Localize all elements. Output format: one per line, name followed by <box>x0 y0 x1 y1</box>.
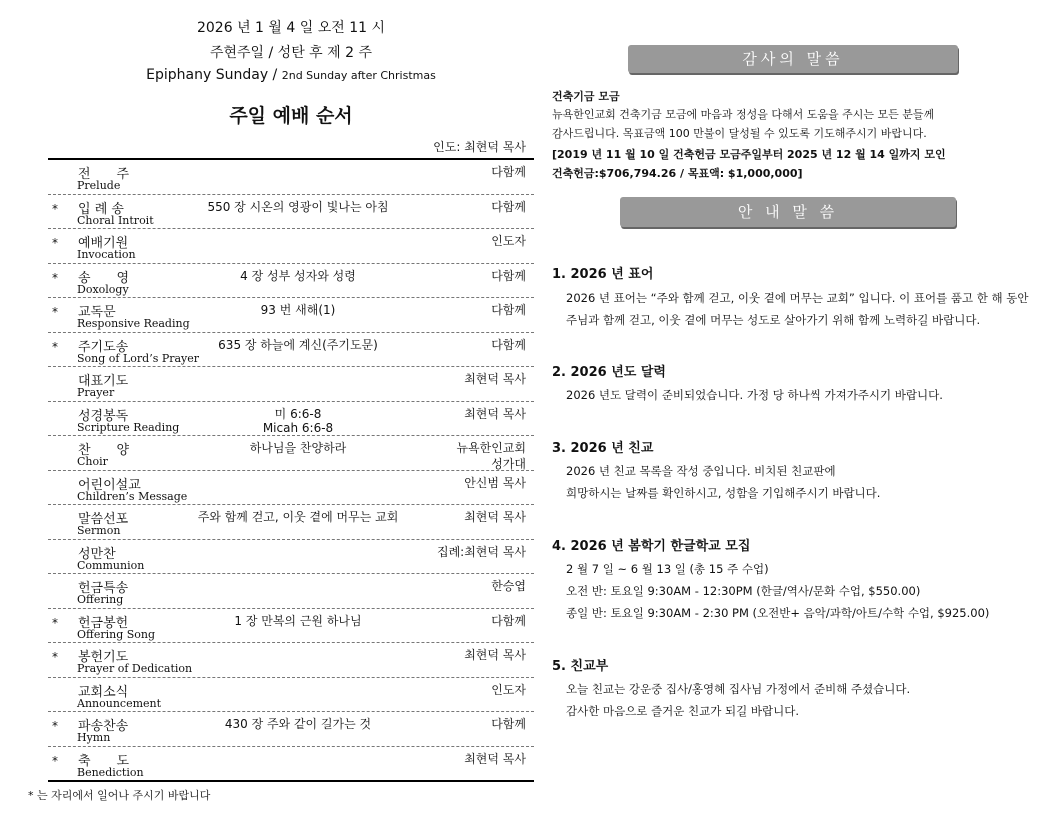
item-name-ko: 교회소식 <box>78 684 129 700</box>
item-leader: 인도자 <box>491 682 526 697</box>
notice-line: 2026 년도 달력이 준비되었습니다. 가정 당 하나씩 가져가주시기 바랍니다. <box>566 388 943 402</box>
order-row <box>48 436 534 471</box>
item-leader: 다함께 <box>491 303 526 317</box>
page-title: 주일 예배 순서 <box>229 105 353 127</box>
star-marker: * <box>52 270 58 285</box>
service-date: 2026 년 1 월 4 일 오전 11 시 <box>196 20 385 36</box>
item-leader: 다함께 <box>491 165 526 179</box>
item-name-en: Prayer <box>77 386 115 399</box>
thanks-heading: 건축기금 모금 <box>552 90 620 103</box>
star-marker: * <box>52 236 58 250</box>
item-name-en: Offering Song <box>77 627 156 641</box>
item-name-en: Benediction <box>77 765 144 779</box>
item-leader: 집례:최현덕 목사 <box>436 544 526 559</box>
item-name-ko: 송 영 <box>78 270 130 286</box>
item-name-ko: 봉헌기도 <box>78 650 129 665</box>
item-name-ko: 헌금봉헌 <box>78 615 129 631</box>
season-en-main: Epiphany Sunday / <box>146 67 282 83</box>
star-marker: * <box>52 305 58 319</box>
item-detail: 93 번 새해(1) <box>260 303 336 317</box>
item-leader: 최현덕 목사 <box>464 372 526 386</box>
liturgical-season: 주현주일 / 성탄 후 제 2 주 <box>209 45 373 61</box>
order-row <box>48 229 534 264</box>
order-row <box>48 298 534 333</box>
thanks-line: 건축헌금:$706,794.26 / 목표액: $1,000,000] <box>552 167 803 180</box>
liturgical-season-en <box>48 67 534 83</box>
item-name-en: Hymn <box>77 731 111 744</box>
item-name-ko: 전 주 <box>78 167 130 182</box>
star-marker: * <box>52 615 58 630</box>
presider: 인도: 최현덕 목사 <box>433 140 526 154</box>
item-name-ko: 대표기도 <box>78 374 129 389</box>
item-detail: 4 장 성부 성자와 성령 <box>240 268 356 283</box>
star-marker: * <box>52 201 58 216</box>
item-name-en: Responsive Reading <box>77 317 190 330</box>
notice-line: 2026 년 친교 목록을 작성 중입니다. 비치된 친교판에 <box>566 464 836 478</box>
item-name-ko: 성경봉독 <box>78 408 129 424</box>
item-leader: 다함께 <box>491 613 526 628</box>
notice-title: 2. 2026 년도 달력 <box>552 365 666 380</box>
notice-title: 3. 2026 년 친교 <box>552 441 654 456</box>
item-leader: 최현덕 목사 <box>464 751 526 766</box>
order-row <box>48 643 534 678</box>
notice-line: 희망하시는 날짜를 확인하시고, 성함을 기입해주시기 바랍니다. <box>566 486 881 500</box>
notice-line: 오늘 친교는 강운중 집사/홍영혜 집사님 가정에서 준비해 주셨습니다. <box>566 682 911 696</box>
item-leader: 다함께 <box>491 268 526 283</box>
notice-title: 1. 2026 년 표어 <box>552 267 654 282</box>
item-name-ko: 교독문 <box>78 305 116 320</box>
order-row <box>48 678 534 713</box>
order-row <box>48 712 534 747</box>
item-detail: 1 장 만복의 근원 하나님 <box>234 613 362 628</box>
footnote: * 는 자리에서 일어나 주시기 바랍니다 <box>28 789 211 802</box>
order-row <box>48 505 534 540</box>
notice-line: 2026 년 표어는 “주와 함께 걷고, 이웃 곁에 머무는 교회” 입니다. 이 표어를 품고 한 해 동안 <box>566 291 1029 305</box>
item-detail: 635 장 하늘에 계신(주기도문) <box>218 337 378 352</box>
item-leader: 인도자 <box>491 234 526 248</box>
item-leader: 최현덕 목사 <box>464 406 526 421</box>
order-list <box>48 160 534 782</box>
item-detail: 하나님을 찬양하라 <box>249 441 347 455</box>
item-name-en: Prayer of Dedication <box>77 662 193 675</box>
item-name-en: Doxology <box>77 282 129 296</box>
order-row <box>48 333 534 368</box>
notice-line: 2 월 7 일 ~ 6 월 13 일 (총 15 주 수업) <box>566 562 769 576</box>
item-leader: 다함께 <box>491 337 526 352</box>
thanks-line: 감사드립니다. 목표금액 100 만불이 달성될 수 있도록 기도해주시기 바랍니다. <box>552 127 927 140</box>
notices-banner: 안 내 말 씀 <box>620 197 956 227</box>
item-leader: 안신범 목사 <box>464 475 526 490</box>
notice-line: 종일 반: 토요일 9:30AM - 2:30 PM (오전반+ 음악/과학/아트/수학 수업, $925.00) <box>566 606 990 620</box>
item-leader: 한승엽 <box>491 579 526 593</box>
item-name-en: Song of Lord’s Prayer <box>77 351 200 365</box>
item-name-en: Scripture Reading <box>77 420 180 434</box>
notice-title: 5. 친교부 <box>552 659 609 674</box>
item-name-en: Communion <box>77 558 145 572</box>
item-detail-2: Micah 6:6-8 <box>262 420 334 435</box>
notice-line: 감사한 마음으로 즐거운 친교가 되길 바랍니다. <box>566 704 800 718</box>
order-row <box>48 574 534 609</box>
item-name-ko: 어린이설교 <box>78 477 141 493</box>
item-name-en: Offering <box>77 593 124 606</box>
item-leader: 다함께 <box>491 199 526 214</box>
item-detail: 550 장 시온의 영광이 빛나는 아침 <box>207 199 389 214</box>
item-leader-2: 성가대 <box>491 457 526 471</box>
order-row <box>48 609 534 644</box>
item-name-en: Choral Introit <box>77 213 154 227</box>
season-en-small: 2nd Sunday after Christmas <box>281 69 436 82</box>
order-row <box>48 195 534 230</box>
item-name-ko: 찬 양 <box>78 443 130 458</box>
order-row <box>48 471 534 506</box>
order-row <box>48 747 534 783</box>
notice-line: 주님과 함께 걷고, 이웃 곁에 머무는 성도로 살아가기 위해 함께 노력하길 바랍니다. <box>566 313 981 327</box>
star-marker: * <box>52 339 58 354</box>
item-name-ko: 성만찬 <box>78 546 116 562</box>
order-row <box>48 160 534 195</box>
item-name-en: Prelude <box>77 179 121 192</box>
item-name-en: Invocation <box>77 248 136 261</box>
item-leader: 최현덕 목사 <box>464 510 526 524</box>
item-detail: 주와 함께 걷고, 이웃 곁에 머무는 교회 <box>197 510 399 524</box>
item-name-ko: 헌금특송 <box>78 581 129 596</box>
item-name-en: Announcement <box>77 696 162 710</box>
item-name-ko: 말씀선포 <box>78 512 129 527</box>
item-leader: 다함께 <box>491 717 526 731</box>
item-leader: 뉴욕한인교회 <box>456 441 526 455</box>
item-name-ko: 입 례 송 <box>78 201 124 217</box>
order-row <box>48 367 534 402</box>
star-marker: * <box>52 650 58 664</box>
order-row <box>48 402 534 437</box>
notice-line: 오전 반: 토요일 9:30AM - 12:30PM (한글/역사/문화 수업, $550.00) <box>566 584 921 598</box>
star-marker: * <box>52 719 58 733</box>
thanks-line: 뉴욕한인교회 건축기금 모금에 마음과 정성을 다해서 도움을 주시는 모든 분들께 <box>552 108 935 121</box>
notice-title: 4. 2026 년 봄학기 한글학교 모집 <box>552 539 751 554</box>
item-detail: 430 장 주와 같이 길가는 것 <box>224 717 372 731</box>
order-row <box>48 540 534 575</box>
item-detail: 미 6:6-8 <box>274 406 322 421</box>
item-name-en: Children’s Message <box>77 489 188 503</box>
item-name-en: Sermon <box>77 524 121 537</box>
item-name-en: Choir <box>77 455 108 468</box>
order-row <box>48 264 534 299</box>
item-leader: 최현덕 목사 <box>464 648 526 662</box>
item-name-ko: 주기도송 <box>78 339 129 355</box>
item-name-ko: 축 도 <box>78 753 130 769</box>
star-marker: * <box>52 753 58 768</box>
item-name-ko: 예배기원 <box>78 236 129 251</box>
thanks-line: [2019 년 11 월 10 일 건축헌금 모금주일부터 2025 년 12 월 14 일까지 모인 <box>552 148 946 161</box>
thanks-banner: 감사의 말씀 <box>628 45 958 73</box>
item-name-ko: 파송찬송 <box>78 719 129 734</box>
